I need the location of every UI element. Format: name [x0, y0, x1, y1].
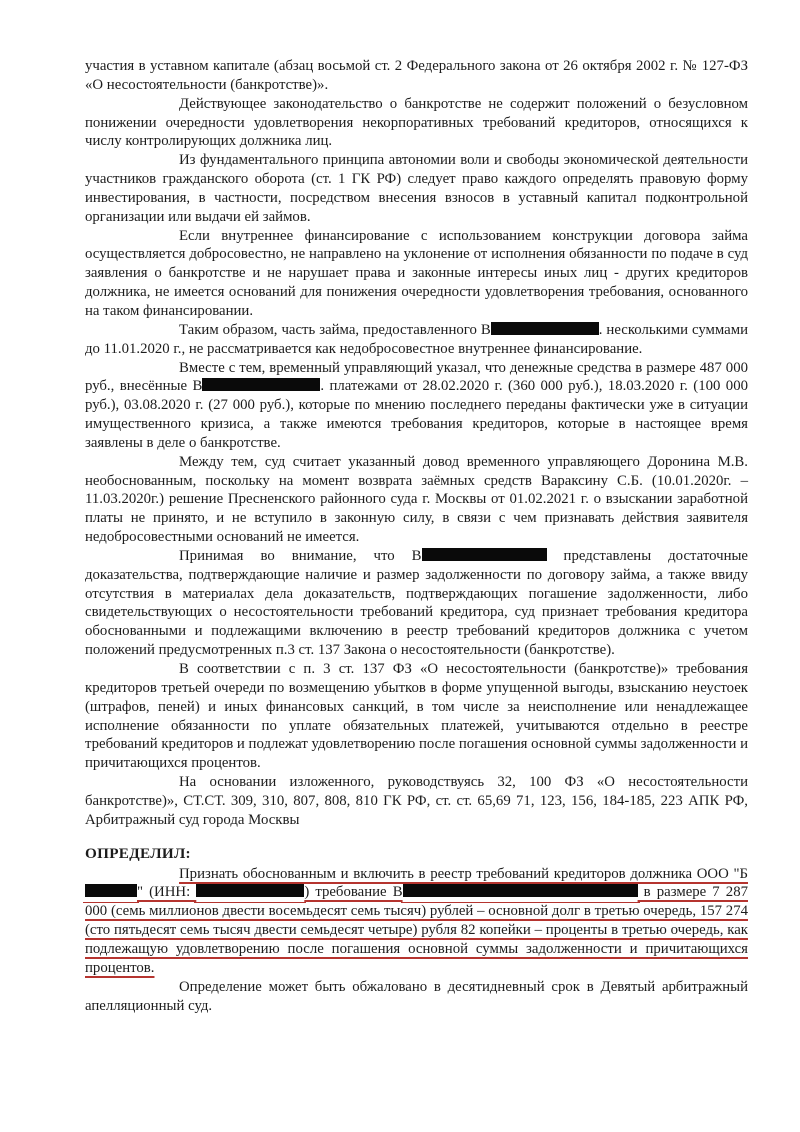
paragraph-legal-basis: На основании изложенного, руководствуясь 32, 100 ФЗ «О несостоятельности банкротстве)», СТ.СТ. 309, 310, 807, 808, 810 ГК РФ, ст. ст. 65,69 71, 123, 156, 184-185, 223 АПК РФ, Арбитражный суд города Москвы	[85, 774, 748, 828]
paragraph-evidence-considered: Принимая во внимание, что В представлены достаточные доказательства, подтверждающие наличие и размер задолженности по договору займа, а также ввиду отсутствия в материалах дела доказательств, подтверждающих погашение задолженности, либо свидетельствующих о несостоятельности требований кредитора, суд признает требования кредитора обоснованными и подлежащими включению в реестр требований кредиторов должника с учетом положений предусмотренных п.3 ст. 137 Закона о несостоятельности (банкротстве).	[85, 547, 748, 659]
reasoning-section	[85, 57, 748, 830]
paragraph-loan-part-conclusion: Таким образом, часть займа, предоставленного В . несколькими суммами до 11.01.2020 г., не рассматривается как недобросовестное внутреннее финансирование.	[85, 321, 748, 357]
paragraph-current-legislation: Действующее законодательство о банкротстве не содержит положений о безусловном понижении очередности удовлетворения некорпоративных требований кредиторов, относящихся к числу контролирующих должника лиц.	[85, 95, 748, 150]
paragraph-court-rejects-argument: Между тем, суд считает указанный довод временного управляющего Доронина М.В. необоснованным, поскольку на момент возврата заёмных средств Вараксину С.Б. (10.01.2020г. – 11.03.2020г.) решение Пресненского районного суда г. Москвы от 01.02.2021 г. о взыскании заработной платы не принято, и не вступило в законную силу, в связи с чем признавать действия заявителя недобросовестными оснований не имеется.	[85, 453, 748, 546]
paragraph-internal-financing: Если внутреннее финансирование с использованием конструкции договора займа осуществляется добросовестно, не направлено на уклонение от исполнения обязанности по подаче в суд заявления о банкротстве и не нарушает права и законные интересы иных лиц - других кредиторов должника, не имеется оснований для понижения очередности удовлетворения требования, основанного на таком финансировании.	[85, 227, 748, 319]
redaction-bar	[85, 884, 137, 897]
paragraph-article-137: В соответствии с п. 3 ст. 137 ФЗ «О несостоятельности (банкротстве)» требования кредиторов третьей очереди по возмещению убытков в форме упущенной выгоды, взысканию неустоек (штрафов, пеней) и иных финансовых санкций, в том числе за неисполнение или ненадлежащее исполнение обязанности по уплате обязательных платежей, учитываются отдельно в реестре требований кредиторов и подлежат удовлетворению после погашения основной суммы задолженности и причитающихся процентов.	[85, 661, 748, 772]
redaction-bar	[491, 322, 599, 335]
operative-section	[85, 865, 748, 1016]
paragraph-autonomy-principle: Из фундаментального принципа автономии воли и свободы экономической деятельности участников гражданского оборота (ст. 1 ГК РФ) следует право каждого определять правовую форму инвестирования, в частности, посредством внесения взносов в уставный капитал подконтрольной организации или выдачи ей займов.	[85, 152, 748, 225]
determined-heading: ОПРЕДЕЛИЛ:	[85, 844, 191, 862]
paragraph-continuation-law-127fz: участия в уставном капитале (абзац восьмой ст. 2 Федерального закона от 26 октября 2002 г. № 127-ФЗ «О несостоятельности (банкротстве)».	[85, 58, 748, 93]
document-body	[85, 57, 748, 1015]
paragraph-temporary-manager-argument: Вместе с тем, временный управляющий указал, что денежные средства в размере 487 000 руб., внесённые В . платежами от 28.02.2020 г. (360 000 руб.), 18.03.2020 г. (100 000 руб.), 03.08.2020 г. (27 000 руб.), которые по мнению последнего переданы фактически уже в ситуации имущественного кризиса, а также имеются требования кредиторов, которые в настоящее время заявлены в деле о банкротстве.	[85, 359, 748, 451]
redaction-bar	[403, 884, 638, 897]
paragraph-operative-part: Признать обоснованным и включить в реестр требований кредиторов должника ООО "Б" (ИНН: ) требование В в размере 7 287 000 (семь миллионов двести восемьдесят семь тысяч) рублей – основной долг в третью очередь, 157 274 (сто пятьдесят семь тысяч двести семьдесят четыре) рубля 82 копейки – проценты в третью очередь, как подлежащую удовлетворению после погашения основной суммы задолженности и причитающихся процентов.	[85, 865, 748, 976]
redaction-bar	[422, 548, 547, 561]
redaction-bar	[202, 378, 320, 391]
redaction-bar	[196, 884, 304, 897]
paragraph-appeal-clause: Определение может быть обжаловано в десятидневный срок в Девятый арбитражный апелляционный суд.	[85, 978, 748, 1014]
